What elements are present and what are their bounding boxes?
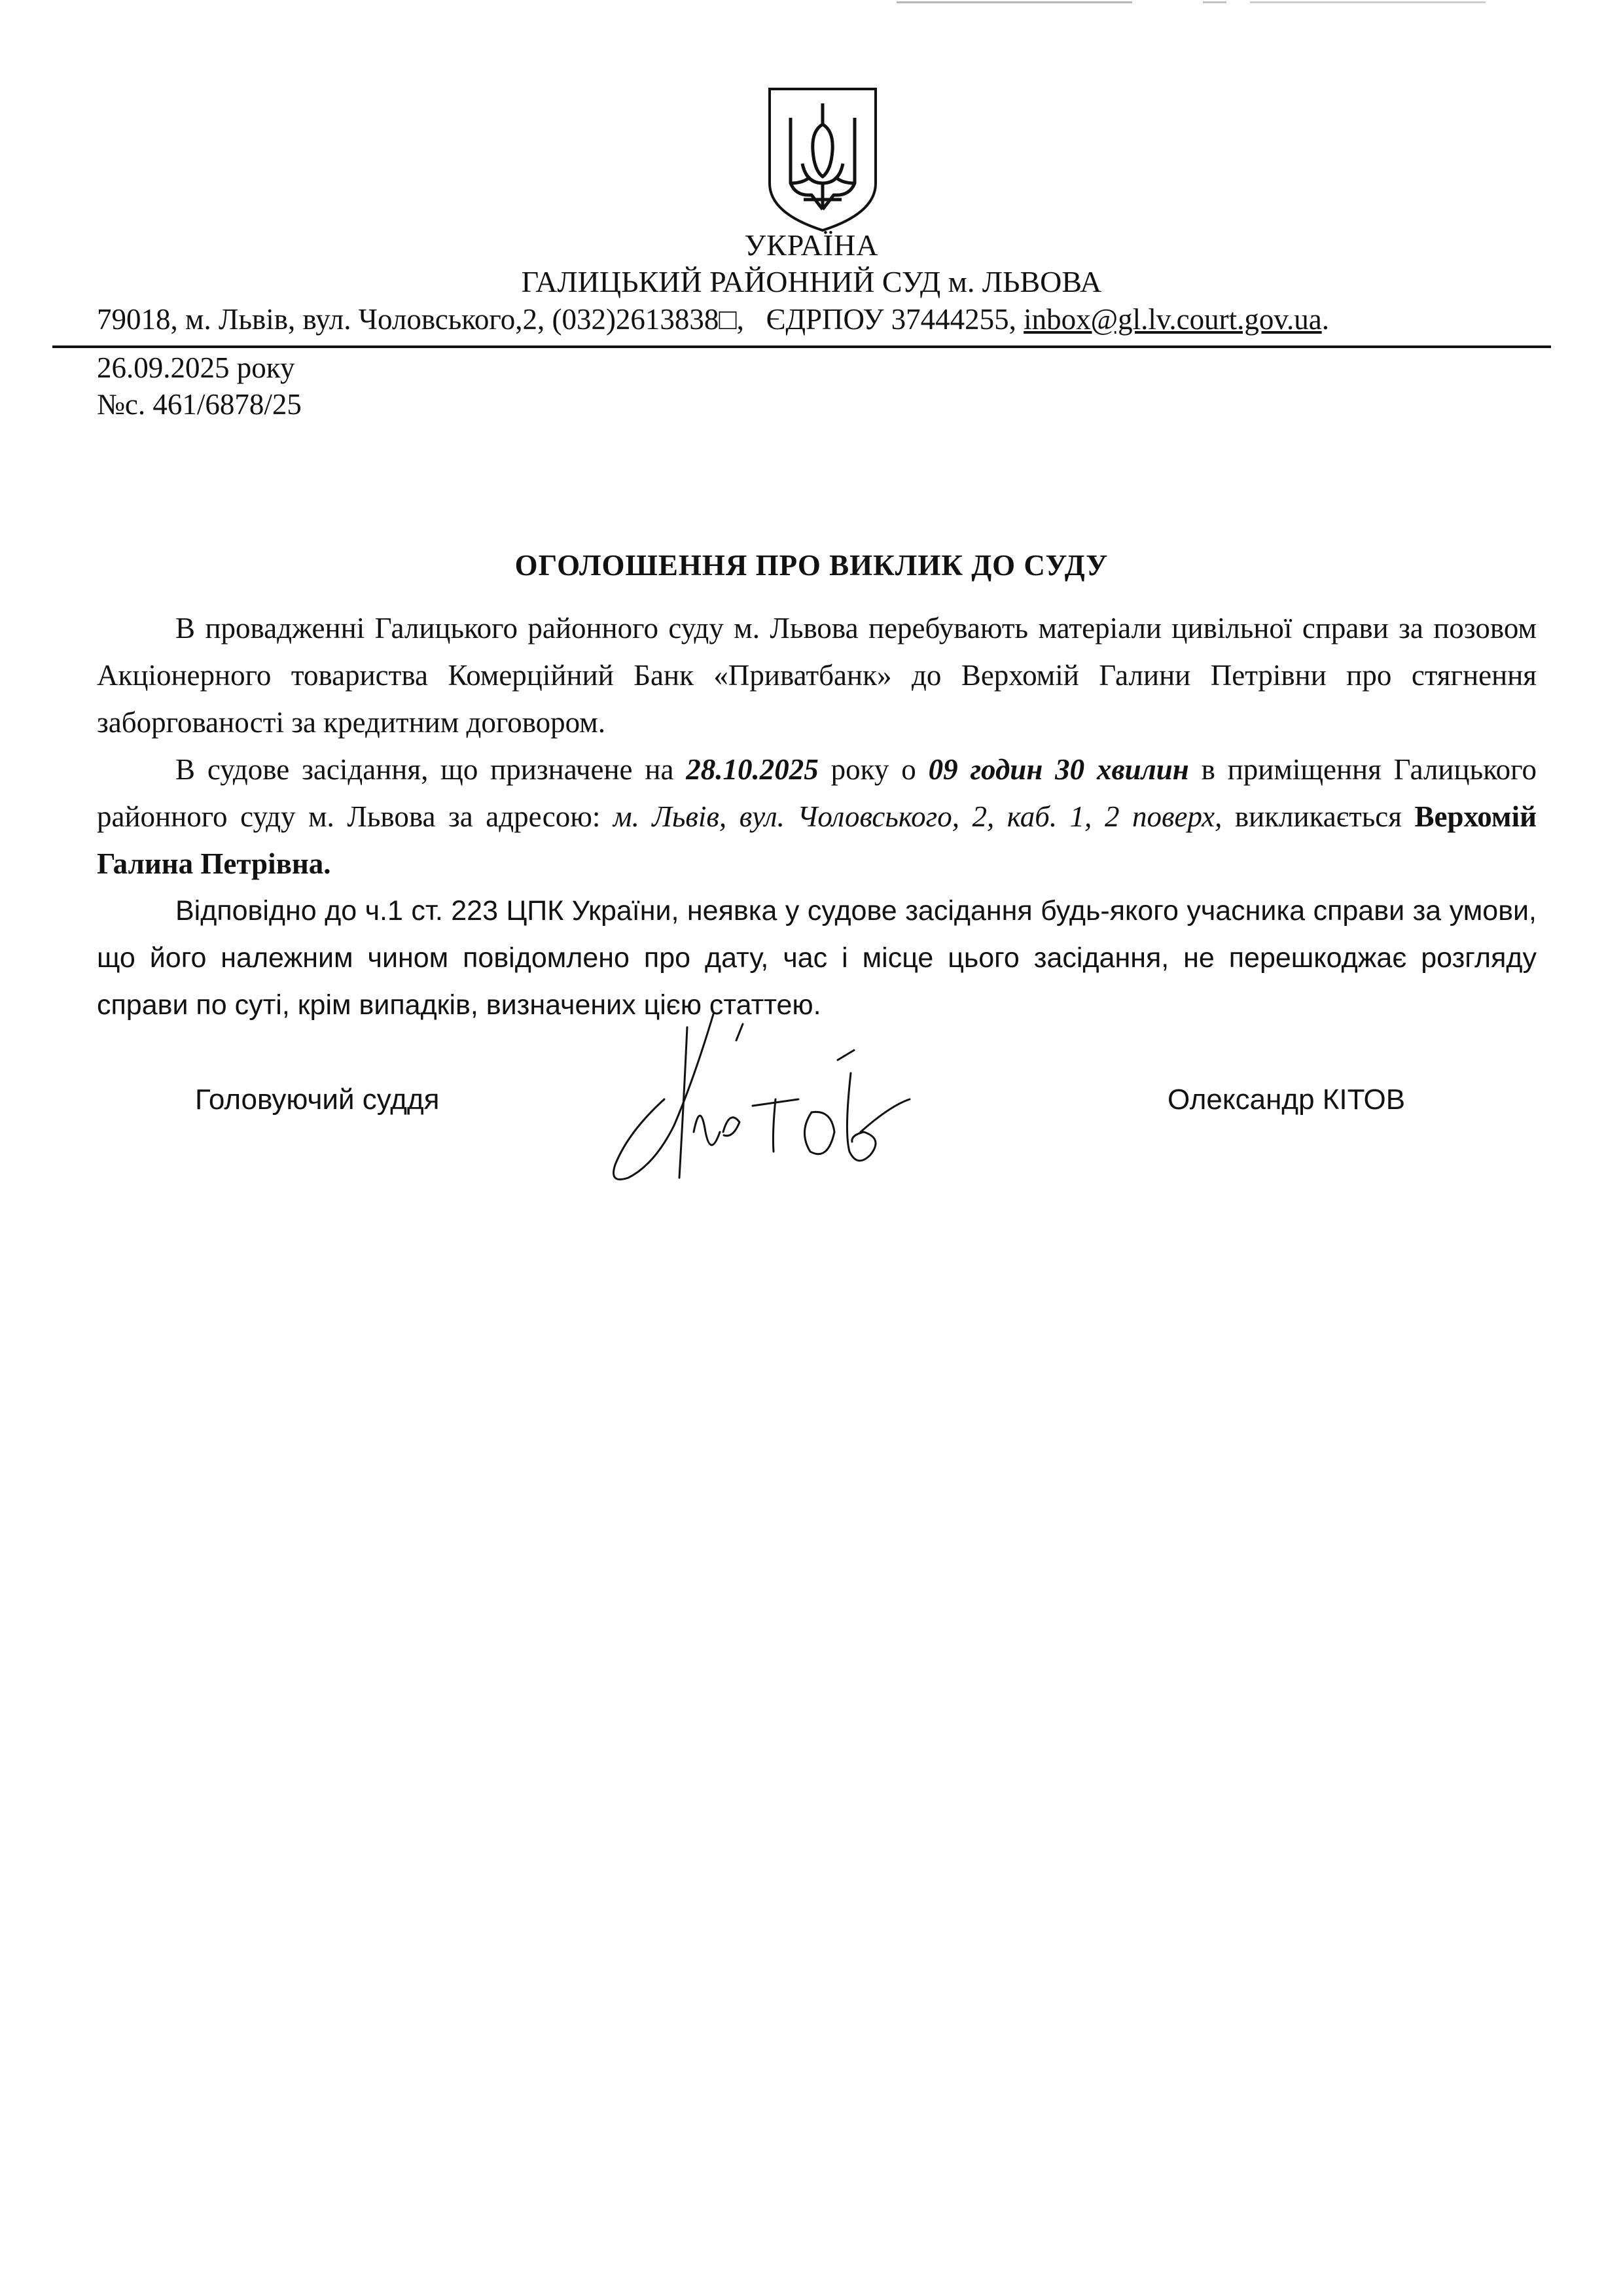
notice-paragraph-2 (97, 746, 1537, 887)
court-name-heading: ГАЛИЦЬКИЙ РАЙОННИЙ СУД м. ЛЬВОВА (521, 265, 1102, 298)
p2-text-a: В судове засідання, що призначене на (175, 753, 687, 786)
notice-paragraph-1: В провадженні Галицького районного суду м. Львова перебувають матеріали цивільної справи за позовом Акціонерного товариства Комерційний Банк «Приватбанк» до Верхомій Галини Петрівни про стягнення заборгованості за кредитним договором. (97, 612, 1537, 739)
email-trailing-dot: . (1321, 303, 1329, 336)
court-address: 79018, м. Львів, вул. Чоловського,2, (032)2613838 (97, 303, 719, 336)
p2-text-b: року о (818, 753, 929, 786)
scan-artifact-line (897, 1, 1486, 3)
country-heading: УКРАЇНА (744, 228, 879, 262)
notice-paragraph-3: Відповідно до ч.1 ст. 223 ЦПК України, неявка у судове засідання будь-якого учасника справи за умови, що його належним чином повідомлено про дату, час і місце цього засідання, не перешкоджає розгляду справи по суті, крім випадків, визначених цією статтею. (97, 895, 1537, 1021)
summoned-person: Верхомій Галина Петрівна. (97, 800, 1537, 880)
presiding-judge-label: Головуючий суддя (195, 1084, 440, 1116)
court-email-link[interactable]: inbox@gl.lv.court.gov.ua (1024, 303, 1322, 336)
edrpou-code: ЄДРПОУ 37444255, (766, 303, 1016, 336)
document-date: 26.09.2025 року (97, 351, 295, 384)
handwritten-signature (602, 1001, 929, 1197)
hearing-time: 09 годин 30 хвилин (928, 753, 1189, 786)
header-divider (52, 345, 1551, 348)
hearing-address: м. Львів, вул. Чоловського, 2, каб. 1, 2 поверх, (613, 800, 1222, 833)
tryzub-coat-of-arms-icon (764, 85, 881, 234)
notice-title: ОГОЛОШЕННЯ ПРО ВИКЛИК ДО СУДУ (514, 549, 1109, 582)
court-address-line: 79018, м. Львів, вул. Чоловського,2, (032)2613838□, ЄДРПОУ 37444255, inbox@gl.lv.court.gov.ua. (97, 303, 1329, 336)
hearing-date: 28.10.2025 (686, 753, 819, 786)
notice-body (97, 605, 1537, 1029)
judge-name: Олександр КІТОВ (1168, 1084, 1406, 1116)
phone-box-glyph: □ (719, 303, 737, 336)
p2-text-c: в приміщення Галицького районного суду м. Львова за адресою: (97, 753, 1537, 833)
p2-text-d: викликається (1222, 800, 1415, 833)
case-number: №с. 461/6878/25 (97, 388, 302, 421)
